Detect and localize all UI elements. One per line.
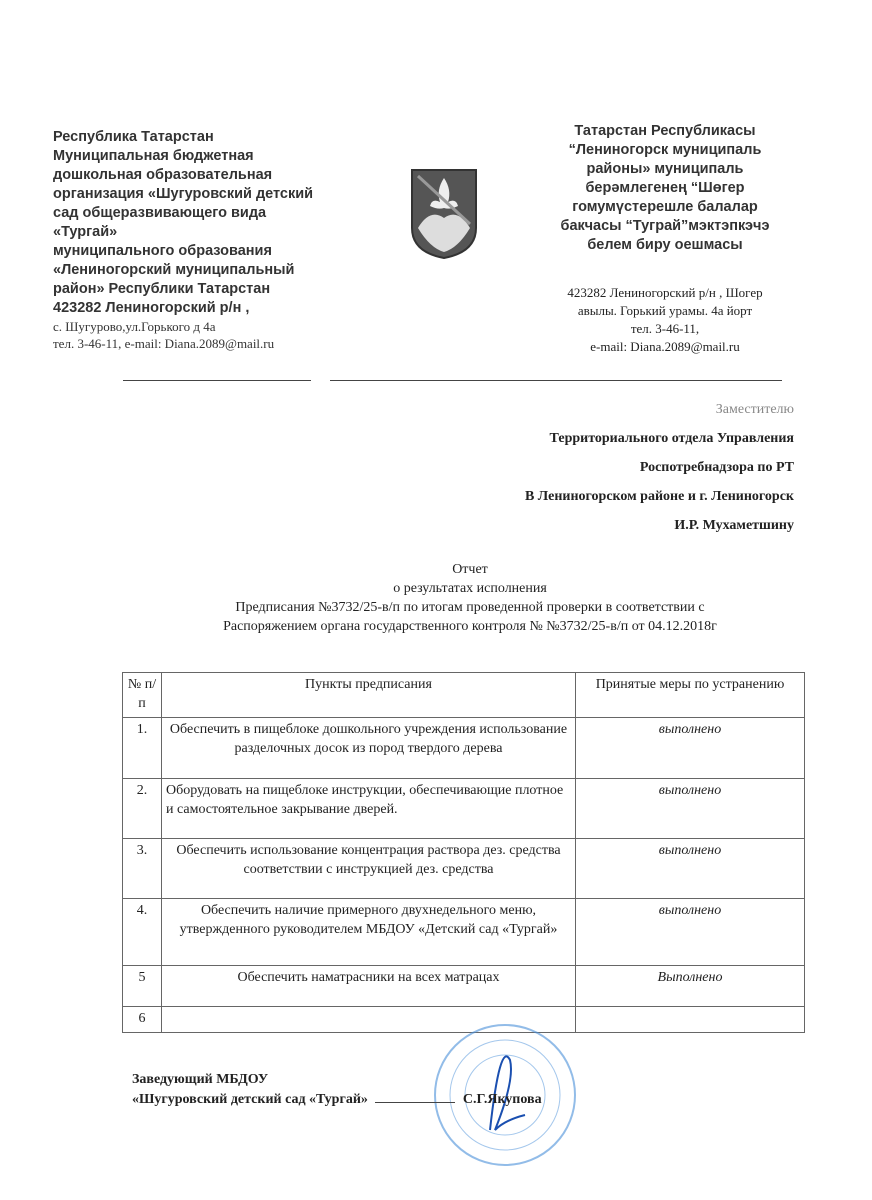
header-left (53, 128, 383, 352)
coat-of-arms-emblem (410, 168, 478, 260)
row-number: 6 (123, 1007, 162, 1033)
header-address: с. Шугурово,ул.Горького д 4а (53, 319, 216, 334)
title-line: Отчет (452, 562, 488, 577)
signer-name: С.Г.Якупова (462, 1092, 542, 1107)
header-line: сад общеразвивающего вида (53, 205, 267, 221)
row-status: выполнено (576, 779, 805, 839)
row-item: Оборудовать на пищеблоке инструкции, обеспечивающие плотное и самостоятельное закрывание дверей. (162, 779, 576, 839)
table-row (123, 718, 805, 779)
addressee-block (525, 395, 794, 540)
row-number: 4. (123, 899, 162, 966)
header-line: “Лениногорск муниципаль (568, 142, 762, 158)
header-line: организация «Шугуровский детский (53, 186, 314, 202)
table-row (123, 839, 805, 899)
header-measures: Принятые меры по устранению (576, 673, 805, 718)
header-line: Муниципальная бюджетная (53, 148, 254, 164)
header-line: 423282 Лениногорский р/н , (53, 300, 250, 316)
address-line: тел. 3-46-11, (630, 321, 700, 336)
header-contact: тел. 3-46-11, e-mail: Diana.2089@mail.ru (53, 336, 275, 351)
header-line: берəмлегенең “Шөгер (585, 180, 745, 196)
row-number: 2. (123, 779, 162, 839)
header-line: Республика Татарстан (53, 129, 214, 145)
address-line: авылы. Горький урамы. 4а йорт (577, 303, 753, 318)
row-item: Обеспечить наматрасники на всех матрацах (162, 966, 576, 1007)
signature-line (375, 1102, 455, 1103)
row-item: Обеспечить использование концентрация раствора дез. средства соответствии с инструкцией дез. средства (162, 839, 576, 899)
table-row (123, 966, 805, 1007)
addressee-line: Территориального отдела Управления (549, 431, 794, 446)
title-line: о результатах исполнения (393, 581, 547, 596)
header-line: бакчасы “Туграй”мэктэпкэчэ (560, 218, 770, 234)
row-item: Обеспечить наличие примерного двухнедельного меню, утвержденного руководителем МБДОУ «Детский сад «Тургай» (162, 899, 576, 966)
table-row (123, 779, 805, 839)
address-line: 423282 Лениногорский р/н , Шогер (567, 285, 763, 300)
header-line: дошкольная образовательная (53, 167, 273, 183)
header-right (520, 122, 810, 255)
row-status: выполнено (576, 899, 805, 966)
row-status: выполнено (576, 718, 805, 779)
header-line: «Тургай» (53, 224, 118, 240)
header-line: районы» муниципаль (586, 161, 744, 177)
row-number: 5 (123, 966, 162, 1007)
signer-line (132, 1090, 542, 1110)
row-status: Выполнено (576, 966, 805, 1007)
header-left-bold (53, 128, 383, 318)
row-status (576, 1007, 805, 1033)
header-right-address (520, 284, 810, 356)
row-item: Обеспечить в пищеблоке дошкольного учреждения использование разделочных досок из пород твердого дерева (162, 718, 576, 779)
header-item: Пункты предписания (162, 673, 576, 718)
header-line: муниципального образования (53, 243, 272, 259)
signature-block (132, 1070, 542, 1110)
header-line: «Лениногорский муниципальный (53, 262, 295, 278)
addressee-line: И.Р. Мухаметшину (674, 518, 794, 533)
header-line: белем биру оешмасы (587, 237, 743, 253)
title-line: Распоряжением органа государственного контроля № №3732/25-в/п от 04.12.2018г (223, 619, 717, 634)
table-row (123, 899, 805, 966)
divider (330, 380, 782, 381)
report-title (120, 560, 820, 636)
header-line: гомумүстерешле балалар (572, 199, 758, 215)
header-line: Татарстан Республикасы (574, 123, 756, 139)
row-number: 3. (123, 839, 162, 899)
address-line: e-mail: Diana.2089@mail.ru (590, 339, 740, 354)
divider (123, 380, 311, 381)
title-line: Предписания №3732/25-в/п по итогам проведенной проверки в соответствии с (235, 600, 705, 615)
organization-name: «Шугуровский детский сад «Тургай» (132, 1092, 368, 1107)
addressee-line: В Лениногорском районе и г. Лениногорск (524, 489, 794, 504)
signer-title: Заведующий МБДОУ (132, 1072, 269, 1087)
addressee-line: Роспотребнадзора по РТ (639, 460, 794, 475)
row-number: 1. (123, 718, 162, 779)
header-line: район» Республики Татарстан (53, 281, 271, 297)
table-header-row (123, 673, 805, 718)
addressee-line: Заместителю (715, 402, 794, 417)
row-status: выполнено (576, 839, 805, 899)
header-number: № п/п (123, 673, 162, 718)
prescription-table (122, 672, 805, 1033)
